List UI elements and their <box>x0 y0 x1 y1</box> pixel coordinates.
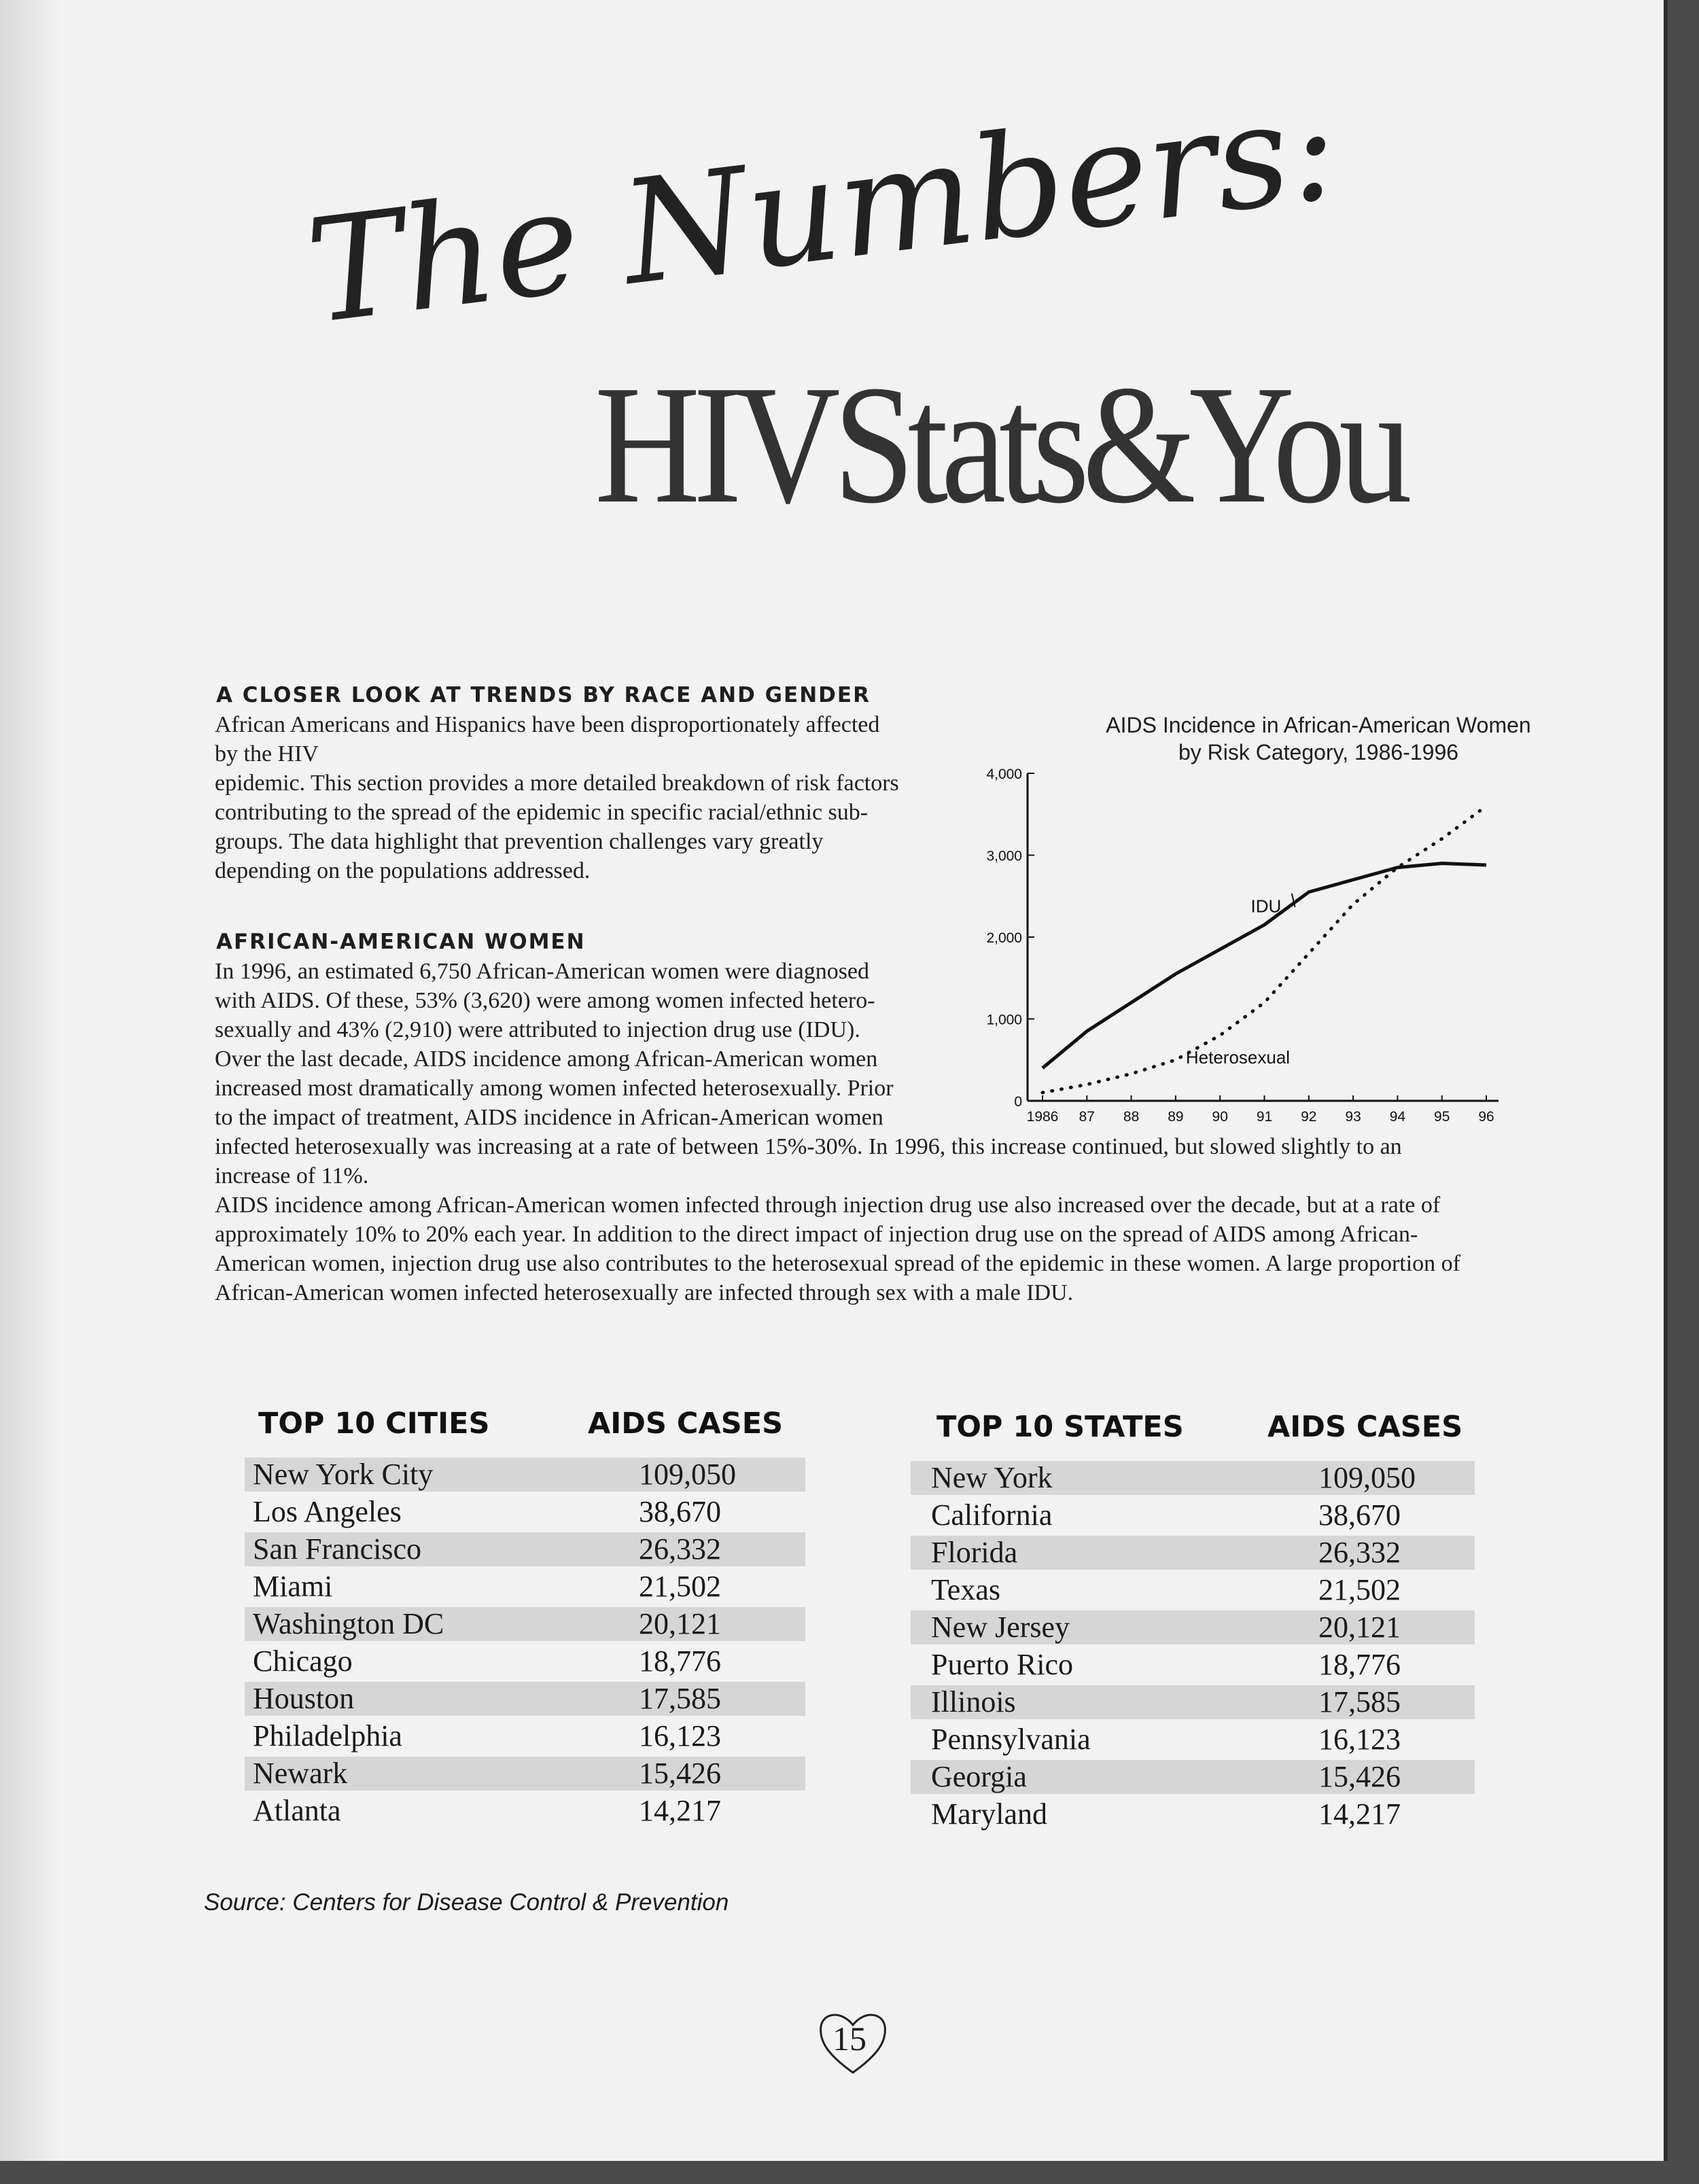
row-name: Philadelphia <box>253 1719 402 1753</box>
series-label-idu: IDU <box>1250 896 1282 917</box>
text-line: African Americans and Hispanics have been disproportionately affected <box>215 712 880 737</box>
y-tick-label: 0 <box>1014 1094 1022 1110</box>
table-row <box>245 1719 805 1753</box>
table-row <box>911 1723 1475 1757</box>
text-line: approximately 10% to 20% each year. In addition to the direct impact of injection drug use on the spread of AIDS among African- <box>215 1222 1418 1247</box>
y-tick-label: 1,000 <box>986 1012 1022 1028</box>
row-cases: 20,121 <box>639 1607 721 1640</box>
row-name: New York <box>931 1461 1053 1494</box>
source-note: Source: Centers for Disease Control & Prevention <box>204 1889 729 1916</box>
row-name: San Francisco <box>253 1532 422 1566</box>
row-cases: 18,776 <box>639 1644 721 1678</box>
aids-incidence-chart <box>979 761 1522 1128</box>
row-cases: 16,123 <box>639 1719 721 1753</box>
table-row <box>245 1682 805 1716</box>
top-states-table <box>911 1410 1475 1845</box>
table-row <box>245 1570 805 1604</box>
row-name: Puerto Rico <box>931 1648 1073 1681</box>
row-name: Texas <box>931 1573 1000 1606</box>
row-name: Chicago <box>253 1644 353 1678</box>
text-line: epidemic. This section provides a more detailed breakdown of risk factors <box>215 771 899 796</box>
table-row <box>245 1644 805 1678</box>
chart-title-line: by Risk Category, 1986-1996 <box>1178 740 1459 764</box>
section-text-trends <box>215 710 899 885</box>
text-line: American women, injection drug use also contributes to the heterosexual spread of the epidemic in these women. A large proportion of <box>215 1251 1460 1276</box>
y-tick-label: 2,000 <box>986 930 1022 946</box>
row-name: New Jersey <box>931 1610 1070 1644</box>
table-row <box>911 1498 1475 1532</box>
page-number: 15 <box>833 2020 866 2058</box>
text-line: with AIDS. Of these, 53% (3,620) were among women infected hetero- <box>215 988 875 1013</box>
table-row <box>911 1461 1475 1495</box>
x-tick-label: 92 <box>1301 1109 1317 1125</box>
row-cases: 18,776 <box>1318 1648 1401 1681</box>
row-cases: 26,332 <box>639 1532 721 1566</box>
row-name: Washington DC <box>253 1607 444 1640</box>
row-name: Florida <box>931 1536 1018 1569</box>
row-cases: 21,502 <box>1318 1573 1401 1606</box>
table-header-cases: AIDS CASES <box>588 1407 784 1441</box>
chart-title-line: AIDS Incidence in African-American Women <box>1106 713 1531 737</box>
x-tick-label: 88 <box>1123 1109 1140 1125</box>
row-cases: 15,426 <box>639 1757 721 1790</box>
row-name: Houston <box>253 1682 355 1715</box>
table-row <box>245 1757 805 1791</box>
table-header-name: TOP 10 CITIES <box>258 1407 490 1441</box>
chart-title <box>979 711 1658 766</box>
x-tick-label: 93 <box>1345 1109 1361 1125</box>
table-header-cases: AIDS CASES <box>1267 1410 1463 1444</box>
x-tick-label: 1986 <box>1026 1109 1059 1125</box>
row-name: Maryland <box>931 1797 1048 1831</box>
table-header-name: TOP 10 STATES <box>936 1410 1184 1444</box>
text-line: increased most dramatically among women infected heterosexually. Prior <box>215 1076 894 1101</box>
table-row <box>245 1495 805 1529</box>
text-line: African-American women infected heterosexually are infected through sex with a male IDU. <box>215 1280 1074 1305</box>
table-row <box>245 1607 805 1641</box>
row-cases: 109,050 <box>639 1458 736 1491</box>
row-cases: 26,332 <box>1318 1536 1401 1569</box>
text-line: to the impact of treatment, AIDS incidence in African-American women <box>215 1105 883 1130</box>
table-row <box>911 1536 1475 1570</box>
text-line: by the HIV <box>215 741 319 767</box>
text-line: AIDS incidence among African-American women infected through injection drug use also increased over the decade, but at a rate of <box>215 1193 1441 1218</box>
row-name: Newark <box>253 1757 348 1790</box>
table-row <box>911 1760 1475 1794</box>
table-row <box>911 1610 1475 1644</box>
y-tick-label: 4,000 <box>986 767 1022 782</box>
table-row <box>245 1794 805 1828</box>
x-tick-label: 90 <box>1212 1109 1228 1125</box>
row-name: California <box>931 1498 1053 1532</box>
x-tick-label: 94 <box>1389 1109 1406 1125</box>
table-row <box>911 1685 1475 1719</box>
row-cases: 15,426 <box>1318 1760 1401 1793</box>
text-line: sexually and 43% (2,910) were attributed to injection drug use (IDU). <box>215 1017 860 1042</box>
table-row <box>911 1648 1475 1682</box>
row-name: Miami <box>253 1570 333 1603</box>
row-cases: 38,670 <box>1318 1498 1401 1532</box>
text-line: increase of 11%. <box>215 1163 369 1188</box>
book-spine-shadow <box>0 0 61 2161</box>
text-line: contributing to the spread of the epidemic in specific racial/ethnic sub- <box>215 800 869 825</box>
row-name: New York City <box>253 1458 434 1491</box>
text-line: infected heterosexually was increasing at a rate of between 15%-30%. In 1996, this increase continued, but slowed slightly to an <box>215 1134 1402 1159</box>
bleed-through-decoration <box>170 516 206 665</box>
row-cases: 16,123 <box>1318 1723 1401 1756</box>
row-cases: 17,585 <box>1318 1685 1401 1719</box>
script-title: The Numbers: <box>298 64 1346 356</box>
row-cases: 109,050 <box>1318 1461 1416 1494</box>
row-cases: 14,217 <box>639 1794 721 1827</box>
row-name: Los Angeles <box>253 1495 402 1528</box>
table-row <box>911 1797 1475 1831</box>
table-row <box>245 1458 805 1492</box>
series-line-idu <box>1043 864 1486 1068</box>
text-line: depending on the populations addressed. <box>215 858 591 883</box>
text-line: groups. The data highlight that prevention challenges vary greatly <box>215 829 824 854</box>
row-name: Pennsylvania <box>931 1723 1091 1756</box>
row-cases: 14,217 <box>1318 1797 1401 1831</box>
row-cases: 20,121 <box>1318 1610 1401 1644</box>
text-line: Over the last decade, AIDS incidence among African-American women <box>215 1046 878 1072</box>
section-heading-trends: A CLOSER LOOK AT TRENDS BY RACE AND GENDER <box>216 683 871 707</box>
row-cases: 21,502 <box>639 1570 721 1603</box>
top-cities-table <box>245 1407 809 1842</box>
x-tick-label: 91 <box>1256 1109 1273 1125</box>
x-tick-label: 87 <box>1079 1109 1095 1125</box>
x-tick-label: 96 <box>1478 1109 1494 1125</box>
y-tick-label: 3,000 <box>986 848 1022 864</box>
series-label-heterosexual: Heterosexual <box>1185 1046 1291 1068</box>
section-heading-aa-women: AFRICAN-AMERICAN WOMEN <box>216 930 586 954</box>
main-title: HIVStats&You <box>595 351 1405 539</box>
row-cases: 17,585 <box>639 1682 721 1715</box>
text-line: In 1996, an estimated 6,750 African-American women were diagnosed <box>215 959 870 984</box>
x-tick-label: 95 <box>1434 1109 1450 1125</box>
table-row <box>245 1532 805 1566</box>
row-name: Georgia <box>931 1760 1027 1793</box>
row-cases: 38,670 <box>639 1495 721 1528</box>
row-name: Illinois <box>931 1685 1016 1719</box>
row-name: Atlanta <box>253 1794 341 1827</box>
x-tick-label: 89 <box>1168 1109 1184 1125</box>
table-row <box>911 1573 1475 1607</box>
